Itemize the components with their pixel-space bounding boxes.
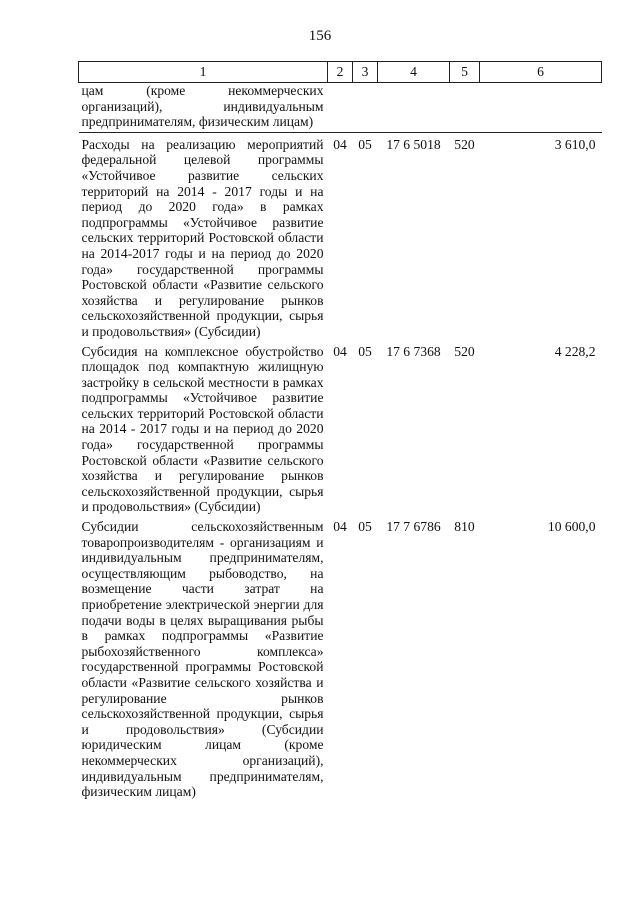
row-section-code: 04	[333, 136, 347, 152]
table-body	[79, 83, 602, 800]
header-col-6: 6	[480, 62, 602, 83]
budget-table	[78, 61, 602, 800]
row-target-article-code: 17 6 5018	[386, 136, 441, 152]
row-subsection-code: 05	[358, 343, 372, 359]
header-col-3: 3	[353, 62, 378, 83]
header-col-5: 5	[450, 62, 480, 83]
row-section-code: 04	[333, 519, 347, 535]
row-target-article-code: 17 7 6786	[386, 519, 441, 535]
row-expense-type-code: 520	[454, 343, 475, 359]
header-col-1: 1	[79, 62, 328, 83]
row-expense-type-code: 810	[454, 519, 475, 535]
row-expense-type-code	[450, 83, 480, 133]
header-col-2: 2	[328, 62, 353, 83]
row-description: Расходы на реализацию мероприятий федеральной целевой программы «Устойчивое развитие сельских территорий на 2014 - 2017 годы и на период до 2020 года» в рамках подпрограммы «Устойчивое развитие сельских территорий Ростовской области на 2014-2017 годы и на период до 2020 года» государственной программы Ростовской области «Развитие сельского хозяйства и регулирование рынков сельскохозяйственной продукции, сырья и продовольствия» (Субсидии)	[81, 136, 324, 339]
table-row	[79, 515, 602, 800]
table-row	[79, 83, 602, 133]
header-row	[79, 62, 602, 83]
row-subsection-code: 05	[358, 519, 372, 535]
row-amount: 10 600,0	[547, 519, 596, 535]
table-header	[79, 62, 602, 83]
table-row	[79, 132, 602, 339]
row-section-code	[328, 83, 353, 133]
row-section-code: 04	[333, 343, 347, 359]
row-target-article-code	[378, 83, 450, 133]
row-target-article-code: 17 6 7368	[386, 343, 441, 359]
row-subsection-code: 05	[358, 136, 372, 152]
row-description: цам (кроме некоммерческих организаций), индивидуальным предпринимателям, физическим лицам)	[79, 83, 328, 133]
row-expense-type-code: 520	[454, 136, 475, 152]
page-number: 156	[308, 28, 332, 44]
header-col-4: 4	[378, 62, 450, 83]
row-amount	[480, 83, 602, 133]
row-description: Субсидии сельскохозяйственным товаропроизводителям - организациям и индивидуальным предпринимателям, осуществляющим рыбоводство, на возмещение части затрат на приобретение электрической энергии для подачи воды в целях выращивания рыбы в рамках подпрограммы «Развитие рыбохозяйственного комплекса» государственной программы Ростовской области «Развитие сельского хозяйства и регулирование рынков сельскохозяйственной продукции, сырья и продовольствия» (Субсидии юридическим лицам (кроме некоммерческих организаций), индивидуальным предпринимателям, физическим лицам)	[81, 519, 324, 800]
row-amount: 4 228,2	[554, 343, 596, 359]
table-row	[79, 340, 602, 516]
row-amount: 3 610,0	[554, 136, 596, 152]
row-description: Субсидия на комплексное обустройство площадок под компактную жилищную застройку в сельской местности в рамках подпрограммы «Устойчивое развитие сельских территорий Ростовской области на 2014 - 2017 годы и на период до 2020 года» государственной программы Ростовской области «Развитие сельского хозяйства и регулирование рынков сельскохозяйственной продукции, сырья и продовольствия» (Субсидии)	[81, 343, 324, 515]
row-subsection-code	[353, 83, 378, 133]
